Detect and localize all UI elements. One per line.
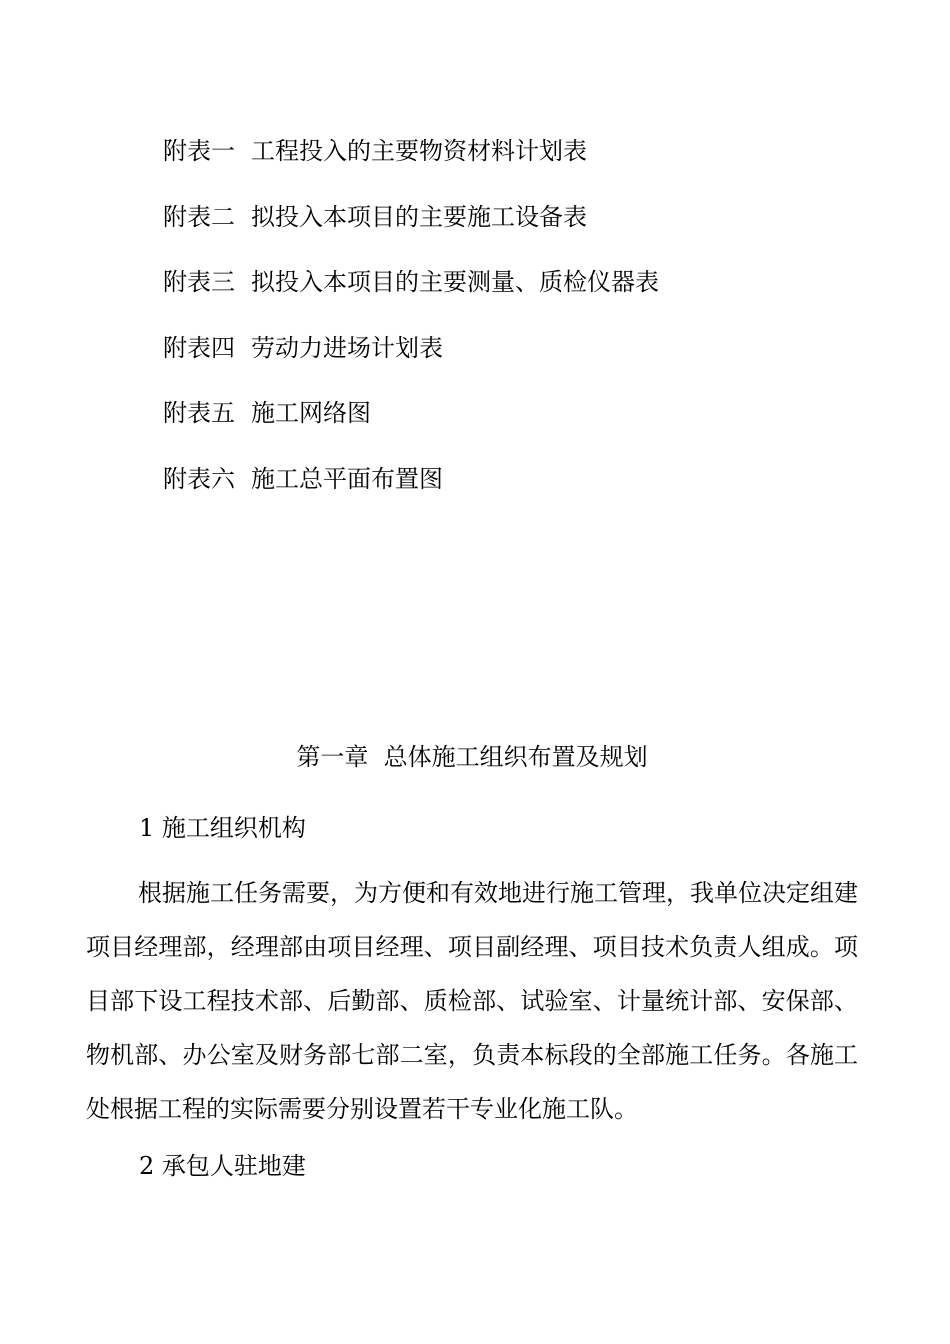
appendix-item bbox=[163, 398, 371, 428]
appendix-title: 拟投入本项目的主要测量、质检仪器表 bbox=[251, 268, 659, 296]
appendix-item bbox=[163, 136, 587, 166]
chapter-title-text: 第一章 总体施工组织布置及规划 bbox=[296, 743, 648, 771]
appendix-item bbox=[163, 267, 659, 297]
appendix-label: 附表二 bbox=[163, 203, 235, 231]
chapter-title bbox=[0, 742, 950, 772]
appendix-title: 工程投入的主要物资材料计划表 bbox=[251, 137, 587, 165]
appendix-label: 附表五 bbox=[163, 399, 235, 427]
appendix-label: 附表三 bbox=[163, 268, 235, 296]
appendix-title: 拟投入本项目的主要施工设备表 bbox=[251, 203, 587, 231]
appendix-label: 附表六 bbox=[163, 465, 235, 493]
appendix-title: 施工总平面布置图 bbox=[251, 465, 443, 493]
section-heading: 1 施工组织机构 bbox=[139, 814, 306, 842]
section-paragraph: 根据施工任务需要，为方便和有效地进行施工管理，我单位决定组建项目经理部，经理部由项目经理、项目副经理、项目技术负责人组成。项目部下设工程技术部、后勤部、质检部、试验室、计量统计部、安保部、物机部、办公室及财务部七部二室，负责本标段的全部施工任务。各施工处根据工程的实际需要分别设置若干专业化施工队。 bbox=[86, 879, 858, 1123]
appendix-item bbox=[163, 464, 443, 494]
appendix-label: 附表四 bbox=[163, 334, 235, 362]
appendix-title: 施工网络图 bbox=[251, 399, 371, 427]
appendix-title: 劳动力进场计划表 bbox=[251, 334, 443, 362]
appendix-item bbox=[163, 333, 443, 363]
section-heading: 2 承包人驻地建 bbox=[139, 1152, 306, 1180]
appendix-item bbox=[163, 202, 587, 232]
appendix-label: 附表一 bbox=[163, 137, 235, 165]
